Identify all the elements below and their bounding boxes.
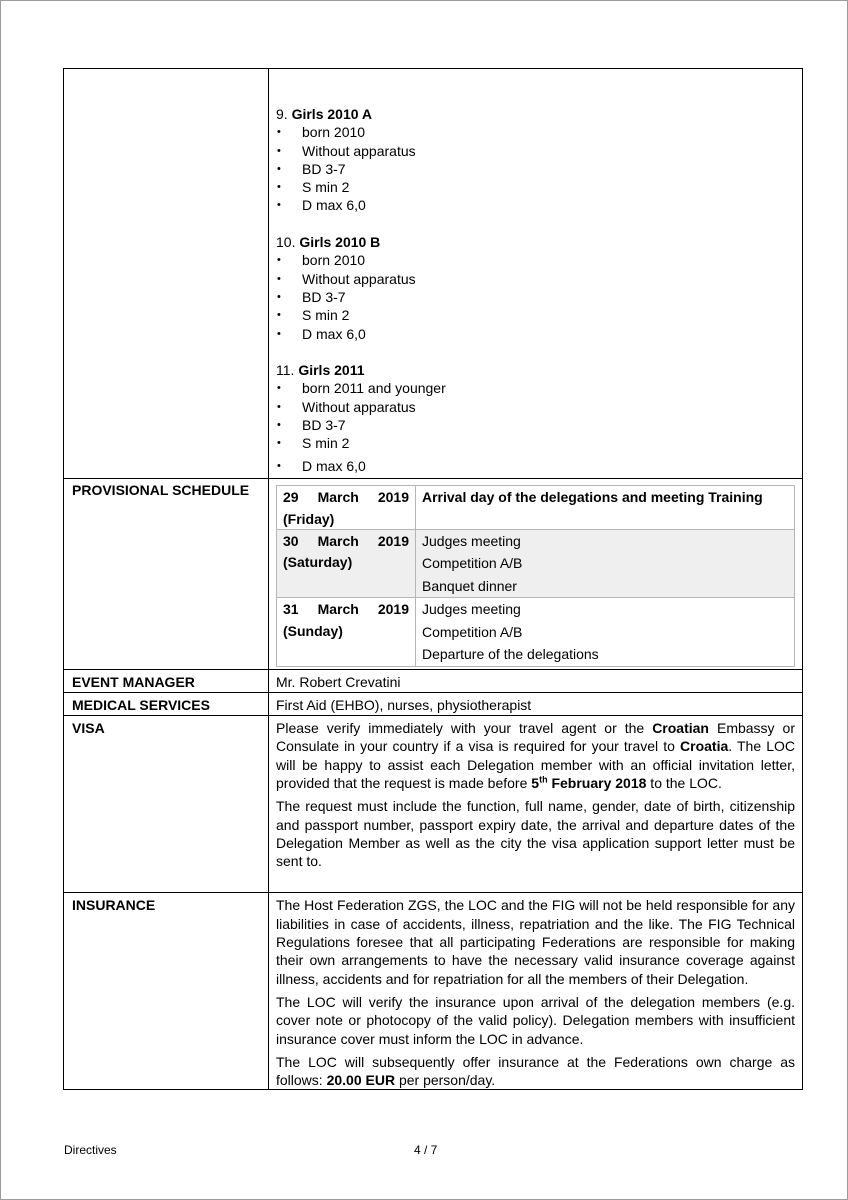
category-group: [276, 233, 795, 343]
schedule-label: PROVISIONAL SCHEDULE: [64, 479, 269, 670]
date-weekday: (Sunday): [283, 622, 343, 639]
footer-page-number: 4 / 7: [414, 1143, 438, 1157]
event-manager-label: EVENT MANAGER: [64, 669, 269, 692]
category-criteria-list: [276, 251, 795, 342]
schedule-table: [276, 485, 795, 667]
medical-value: First Aid (EHBO), nurses, physiotherapist: [269, 692, 803, 715]
insurance-paragraph: The LOC will subsequently offer insurance at the Federations own charge as follows: 20.00 EUR per person/day.: [276, 1053, 795, 1089]
date-day: 31: [283, 601, 299, 617]
schedule-date: [277, 529, 416, 598]
date-month: March: [317, 532, 359, 549]
criteria-item: • S min 2: [276, 178, 795, 196]
schedule-event: Departure of the delegations: [422, 646, 599, 662]
category-criteria-list: [276, 379, 795, 474]
category-group: [276, 361, 795, 475]
criteria-item: • S min 2: [276, 306, 795, 324]
schedule-day-row: [277, 529, 795, 598]
criteria-item: • BD 3-7: [276, 288, 795, 306]
date-weekday: (Friday): [283, 510, 335, 527]
categories-row: [64, 69, 803, 479]
criteria-item: • Without apparatus: [276, 142, 795, 160]
criteria-item: • D max 6,0: [276, 457, 795, 475]
schedule-event: Arrival day of the delegations and meeting Training: [422, 489, 763, 505]
date-year: 2019: [377, 601, 409, 617]
date-month: March: [317, 489, 359, 505]
category-group: [276, 105, 795, 215]
category-name: Girls 2010 A: [291, 106, 372, 122]
schedule-events: [416, 529, 795, 598]
categories-label-cell: [64, 69, 269, 479]
schedule-date: [277, 486, 416, 530]
criteria-item: • D max 6,0: [276, 196, 795, 214]
category-name: Girls 2011: [298, 362, 365, 379]
visa-deadline: 5th February 2018: [531, 774, 647, 791]
criteria-item: • Without apparatus: [276, 398, 795, 416]
category-title: [276, 233, 795, 251]
visa-text: [269, 716, 803, 893]
category-criteria-list: [276, 123, 795, 214]
insurance-text: [269, 893, 803, 1090]
medical-row: [64, 692, 803, 715]
directives-table: [63, 68, 803, 1090]
schedule-day-row: [277, 486, 795, 530]
schedule-event: Judges meeting: [422, 532, 521, 549]
medical-label: MEDICAL SERVICES: [64, 692, 269, 715]
footer-doc-title: Directives: [64, 1143, 117, 1157]
date-year: 2019: [377, 489, 409, 505]
date-year: 2019: [377, 532, 409, 549]
date-weekday: (Saturday): [283, 554, 353, 570]
date-day: 30: [283, 532, 299, 549]
insurance-price: 20.00 EUR: [326, 1072, 396, 1089]
insurance-row: [64, 893, 803, 1090]
schedule-events: [416, 486, 795, 530]
category-name: Girls 2010 B: [299, 234, 381, 251]
schedule-event: Judges meeting: [422, 601, 521, 617]
visa-paragraph: Please verify immediately with your travel agent or the Croatian Embassy or Consulate in your country if a visa is required for your travel to Croatia. The LOC will be happy to assist each Delegation member with an official invitation letter, provided that the request is made before 5th February 2018 to the LOC.: [276, 720, 795, 791]
schedule-event: Competition A/B: [422, 623, 523, 640]
visa-paragraph: The request must include the function, full name, gender, date of birth, citizenship and passport number, passport expiry date, the arrival and departure dates of the Delegation Member as well as the city the visa application support letter must be sent to.: [276, 798, 795, 870]
schedule-cell: [269, 479, 803, 670]
schedule-date: [277, 598, 416, 667]
criteria-item: • S min 2: [276, 434, 795, 452]
visa-label: VISA: [64, 716, 269, 893]
category-number: 10.: [276, 234, 296, 251]
schedule-row: [64, 479, 803, 670]
category-title: [276, 105, 795, 123]
insurance-paragraph: The Host Federation ZGS, the LOC and the FIG will not be held responsible for any liabilities in case of accidents, illness, repatriation and the like. The FIG Technical Regulations foresee that all participating Federations are responsible for making their own arrangements to have the necessary valid insurance coverage against illness, accidents and for repatriation for all the members of their Delegation.: [276, 897, 795, 987]
criteria-item: • BD 3-7: [276, 160, 795, 178]
criteria-item: • born 2010: [276, 251, 795, 269]
schedule-events: [416, 598, 795, 667]
categories-cell: [269, 69, 803, 479]
insurance-label: INSURANCE: [64, 893, 269, 1090]
category-number: 9.: [276, 106, 288, 122]
date-day: 29: [283, 489, 299, 505]
event-manager-value: Mr. Robert Crevatini: [269, 669, 803, 692]
visa-row: [64, 716, 803, 893]
criteria-item: • born 2010: [276, 123, 795, 141]
schedule-day-row: [277, 598, 795, 667]
insurance-paragraph: The LOC will verify the insurance upon arrival of the delegation members (e.g. cover note or photocopy of the valid policy). Delegation members with insufficient insurance cover must inform the LOC in advance.: [276, 993, 795, 1047]
event-manager-row: [64, 669, 803, 692]
schedule-event: Banquet dinner: [422, 577, 517, 594]
date-month: March: [317, 601, 359, 617]
category-number: 11.: [276, 362, 295, 379]
criteria-item: • BD 3-7: [276, 416, 795, 434]
criteria-item: • born 2011 and younger: [276, 379, 795, 397]
schedule-event: Competition A/B: [422, 555, 523, 571]
criteria-item: • D max 6,0: [276, 325, 795, 343]
category-title: [276, 361, 795, 379]
criteria-item: • Without apparatus: [276, 270, 795, 288]
